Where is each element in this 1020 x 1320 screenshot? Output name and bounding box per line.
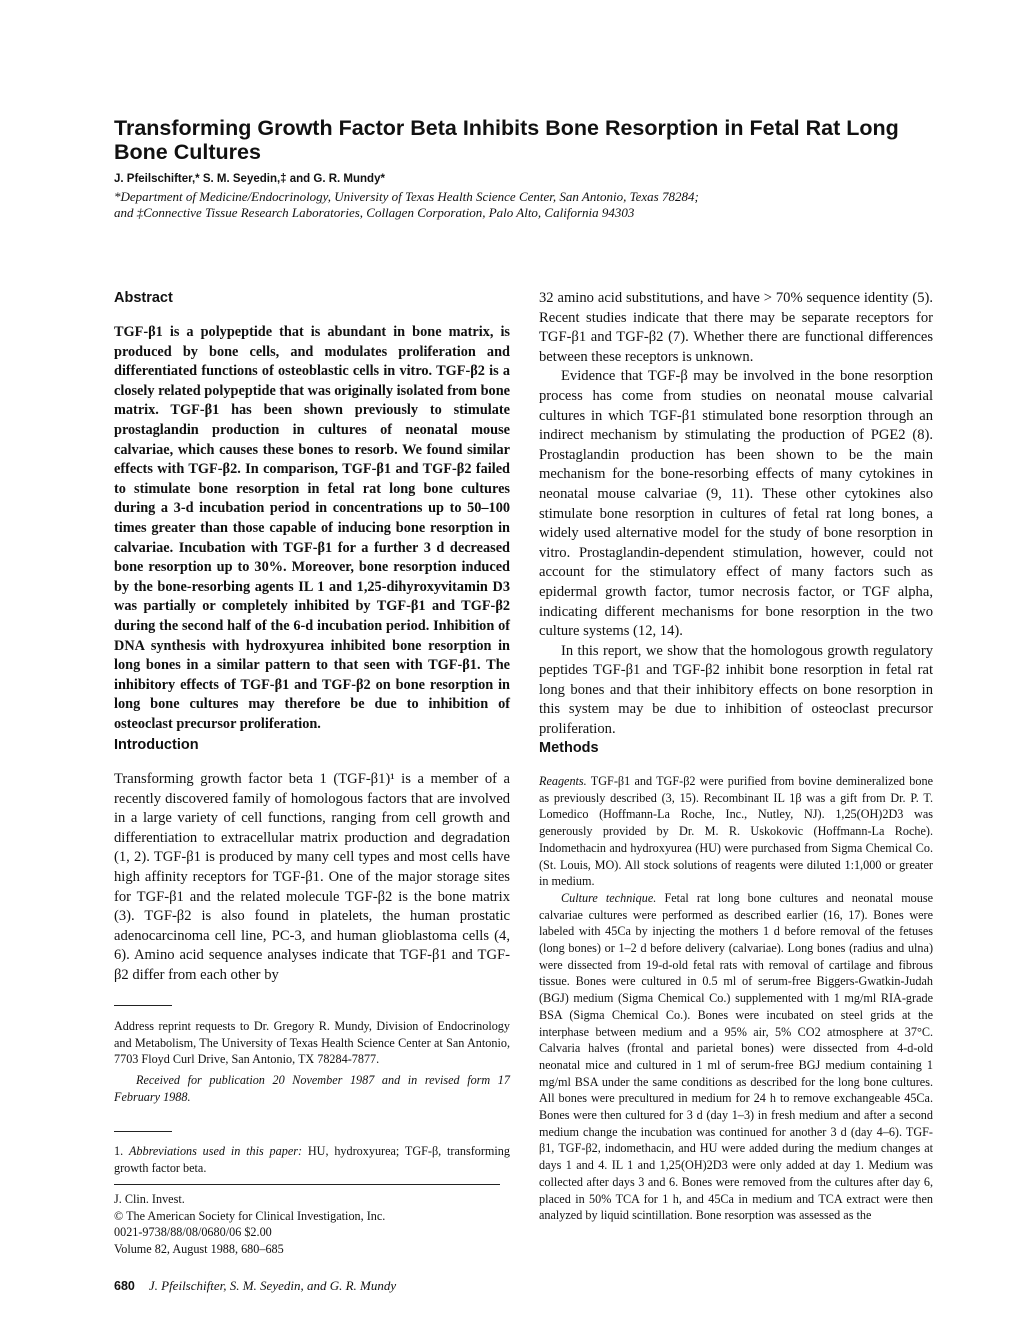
paragraph: Evidence that TGF-β may be involved in the bone resorption process has come from studies on neonatal mouse calvarial cultures in which TGF-β1 stimulated bone resorption through an indirect mechanism by stimulating the production of PGE2 (8). Prostaglandin production has been shown to be the main mechanism for the bone-resorbing effects of many cytokines in neonatal mouse calvariae (9, 11). These other cytokines also stimulate bone resorption in cultures of fetal rat long bones, a widely used alternative model for the study of bone resorption in vitro. Prostaglandin-dependent stimulation, however, could not account for the stimulatory effect of many factors such as epidermal growth factor, tumor necrosis factor, or TGF alpha, indicating different mechanisms for bone resorption in the two culture systems (12, 14). xyxy=(539,368,933,640)
affiliation-line: *Department of Medicine/Endocrinology, University of Texas Health Science Center, San Antonio, Texas 78284; xyxy=(114,189,699,204)
introduction-body-right xyxy=(539,289,933,740)
footnote-divider xyxy=(114,1131,172,1132)
introduction-body-left xyxy=(114,770,510,986)
reprint-address: Address reprint requests to Dr. Gregory R. Mundy, Division of Endocrinology and Metabolism, The University of Texas Health Science Center at San Antonio, 7703 Floyd Curl Drive, San Antonio, TX 78284-7877. xyxy=(114,1019,510,1067)
culture-technique-text: Fetal rat long bone cultures and neonatal mouse calvariae cultures were performed as described earlier (16, 17). Bones were labeled with 45Ca by injecting the mothers 1 d before removal of the fetuses (long bones) or 1–2 d before delivery (calvariae). Long bones (radius and ulna) were dissected from 19-d-old fetal rats with removal of cartilage and fibrous tissue. Bones were cultured in 0.5 ml of serum-free Biggers-Gwatkin-Judah (BGJ) medium (Sigma Chemical Co.) supplemented with 1 mg/ml RIA-grade BSA (Sigma Chemical Co.). Bones were incubated on steel grids at the interphase between medium and a 95% air, 5% CO2 atmosphere at 37°C. Calvaria halves (frontal and parietal bones) were dissected from 4-d-old neonatal mice and cultured in 1 ml of serum-free BGJ medium containing 1 mg/ml BSA under the same conditions as described for the long bone cultures. All bones were precultured in medium for 24 h to remove exchangeable 45Ca. Bones were then cultured for 3 d (day 1–3) in fresh medium and after a second medium change the incubation was continued for another 3 d (day 4–6). TGF-β1, TGF-β2, indomethacin, and HU were added during the medium changes at days 1 and 4. IL 1 and 1,25(OH)2D3 were only added at day 1. Medium was collected after days 3 and 6. Bones were removed from the cultures after day 6, placed in 50% TCA for 1 h, and 45Ca in medium and TCA extract were then analyzed by liquid scintillation. Bone resorption was assessed as the xyxy=(539,890,934,1223)
received-date: Received for publication 20 November 1987 and in revised form 17 February 1988. xyxy=(114,1073,510,1104)
author-list: J. Pfeilschifter,* S. M. Seyedin,‡ and G. R. Mundy* xyxy=(114,173,385,185)
affiliation-line: and ‡Connective Tissue Research Laboratories, Collagen Corporation, Palo Alto, California 94303 xyxy=(114,204,635,220)
article-title: Transforming Growth Factor Beta Inhibits Bone Resorption in Fetal Rat Long Bone Cultures xyxy=(114,116,899,164)
affiliations xyxy=(114,189,834,220)
running-title: J. Pfeilschifter, S. M. Seyedin, and G. R. Mundy xyxy=(148,1278,397,1293)
journal-name: J. Clin. Invest. xyxy=(114,1192,185,1206)
footnote-text: HU, hydroxyurea; TGF-β, transforming growth factor beta. xyxy=(114,1144,510,1175)
copyright: © The American Society for Clinical Investigation, Inc. xyxy=(114,1208,386,1223)
reagents-text: TGF-β1 and TGF-β2 were purified from bovine demineralized bone as previously described (3, 15). Recombinant IL 1β was a gift from Dr. P. T. Lomedico (Hoffmann-La Roche, Inc., Nutley, NJ). 1,25(OH)2D3 was generously provided by Dr. M. R. Uskokovic (Hoffmann-La Roche). Indomethacin and hydroxyurea (HU) were purchased from Sigma Chemical Co. (St. Louis, MO). All stock solutions of reagents were diluted 1:1,000 or greater in medium. xyxy=(539,774,933,889)
issn-price: 0021-9738/88/08/0680/06 $2.00 xyxy=(114,1225,272,1239)
methods-heading: Methods xyxy=(539,740,599,756)
abstract-text: TGF-β1 is a polypeptide that is abundant in bone matrix, is produced by bone cells, and modulates proliferation and differentiated functions of osteoblastic cells in vitro. TGF-β2 is a closely related polypeptide that was originally isolated from bone matrix. TGF-β1 has been shown previously to stimulate prostaglandin production in cultures of neonatal mouse calvariae, which causes these bones to resorb. We found similar effects with TGF-β2. In comparison, TGF-β1 and TGF-β2 failed to stimulate bone resorption in fetal rat long bone cultures during a 3-d incubation period in concentrations up to 50–100 times greater than those capable of inducing bone resorption in calvariae. Incubation with TGF-β1 for a further 3 d decreased bone resorption up to 30%. Moreover, bone resorption induced by the bone-resorbing agents IL 1 and 1,25-dihyroxyvitamin D3 was partially or completely inhibited by TGF-β1 and TGF-β2 during the second half of the 6-d incubation period. Inhibition of DNA synthesis with hydroxyurea inhibited bone resorption in long bones in a similar pattern to that seen with TGF-β1. The inhibitory effects of TGF-β1 and TGF-β2 on bone resorption in long bone cultures may therefore be due to inhibition of osteoclast precursor proliferation. xyxy=(114,324,510,732)
culture-technique-label: Culture technique. xyxy=(561,890,657,905)
page-number: 680 xyxy=(114,1279,135,1293)
journal-info xyxy=(114,1191,510,1257)
abbreviation-footnote xyxy=(114,1143,510,1176)
paragraph: Transforming growth factor beta 1 (TGF-β1)¹ is a member of a recently discovered family of homologous factors that are involved in a large variety of cell functions, ranging from cell growth and differentiation to extracellular matrix production and degradation (1, 2). TGF-β1 is produced by many cell types and most cells have high affinity receptors for TGF-β1. One of the major storage sites for TGF-β1 and the related molecule TGF-β2 is the bone matrix (3). TGF-β2 is also found in platelets, the human prostatic adenocarcinoma cell line, PC-3, and human glioblastoma cells (4, 6). Amino acid sequence analyses indicate that TGF-β1 and TGF-β2 differ from each other by xyxy=(114,771,510,983)
reagents-label: Reagents. xyxy=(539,774,587,788)
footnote-divider xyxy=(114,1005,172,1006)
footnote-number: 1. xyxy=(114,1144,124,1158)
volume-pages: Volume 82, August 1988, 680–685 xyxy=(114,1241,284,1256)
correspondence-block xyxy=(114,1018,510,1106)
abstract-heading: Abstract xyxy=(114,290,173,306)
introduction-heading: Introduction xyxy=(114,737,199,753)
page-footer xyxy=(114,1278,396,1294)
paragraph: 32 amino acid substitutions, and have > 70% sequence identity (5). Recent studies indicate that there may be separate receptors for TGF-β1 and TGF-β2 (7). Whether there are functional differences between these receptors is unknown. xyxy=(539,290,933,365)
paragraph: In this report, we show that the homologous growth regulatory peptides TGF-β1 and TGF-β2 inhibit bone resorption in fetal rat long bones and that their inhibitory effects on bone resorption in this system may be due to inhibition of osteoclast precursor proliferation. xyxy=(539,642,933,738)
methods-body xyxy=(539,773,933,1224)
journal-info-divider xyxy=(114,1184,500,1185)
footnote-label: Abbreviations used in this paper: xyxy=(128,1144,303,1158)
